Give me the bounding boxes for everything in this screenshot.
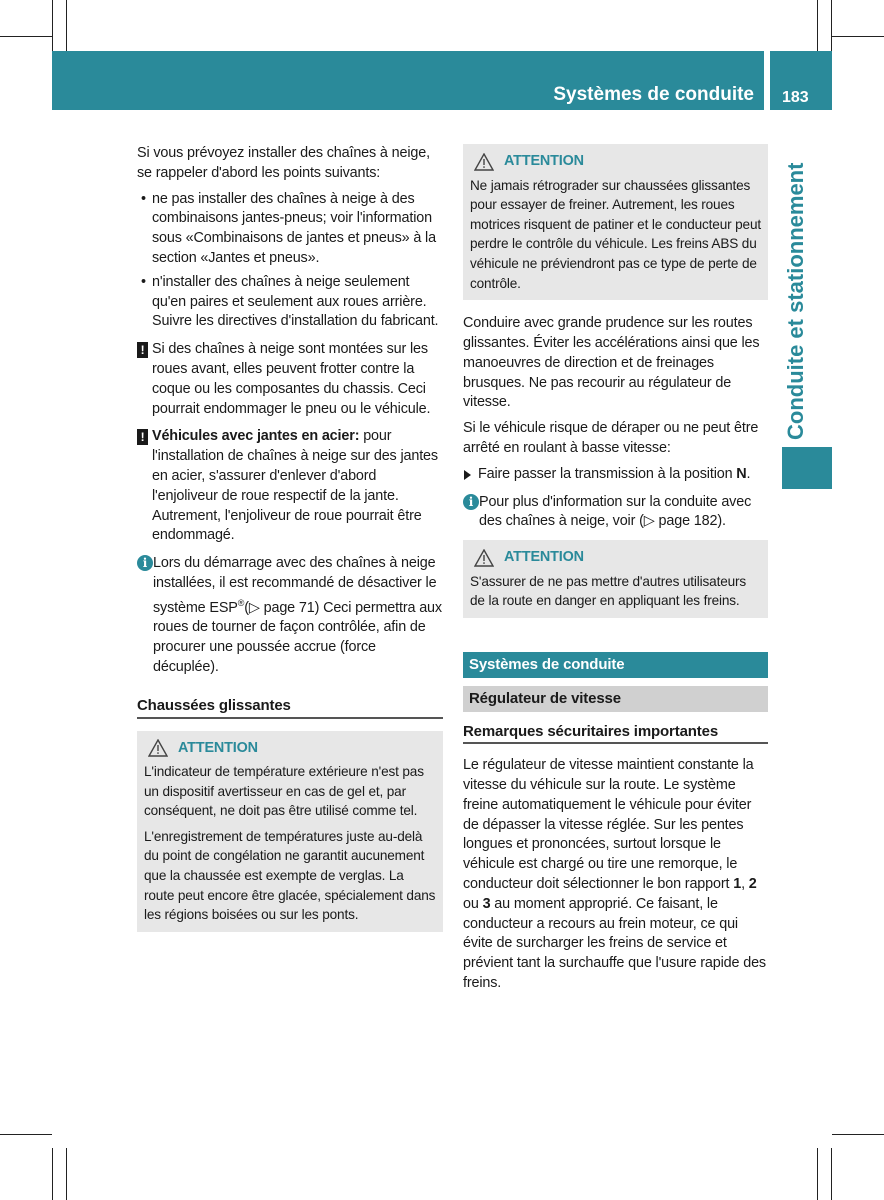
header-bar bbox=[52, 51, 764, 110]
crop-mark bbox=[832, 36, 884, 37]
warning-triangle-icon bbox=[474, 153, 494, 171]
section-heading-slippery-roads: Chaussées glissantes bbox=[137, 696, 443, 719]
crop-mark bbox=[0, 1134, 52, 1135]
exclamation-icon: ! bbox=[137, 342, 148, 358]
page-number-bar bbox=[770, 51, 832, 110]
warning-header bbox=[144, 739, 436, 759]
warning-triangle-icon bbox=[148, 739, 168, 757]
info-note-text-a: Lors du démarrage avec des chaînes à neige installées, il est recommandé de désactiver le système ESP bbox=[153, 555, 437, 616]
crop-mark bbox=[0, 36, 52, 37]
crop-mark bbox=[831, 0, 832, 51]
warning-text: L'indicateur de température extérieure n'est pas un dispositif avertisseur en cas de gel et, par conséquent, ne doit pas être utilisé comme tel. bbox=[144, 764, 424, 819]
crop-mark bbox=[52, 0, 53, 51]
crop-mark bbox=[817, 1148, 818, 1200]
info-note bbox=[137, 554, 443, 678]
page-number: 183 bbox=[782, 89, 809, 106]
body-text: Conduire avec grande prudence sur les routes glissantes. Éviter les accélérations ainsi que les manoeuvres de direction et de freinages brusques. Ne pas recourir au régulateur de vitesse. bbox=[463, 315, 760, 411]
warning-label: ATTENTION bbox=[504, 549, 584, 566]
separator: , bbox=[741, 876, 749, 893]
info-note-text: Pour plus d'information sur la conduite avec des chaînes à neige, voir (▷ page 182). bbox=[479, 493, 752, 530]
separator: ou bbox=[463, 895, 483, 912]
info-note-text-b: (▷ page 71) Ceci permettra aux roues de tourner de façon contrôlée, afin de procurer une poussée accrue (force décuplée). bbox=[153, 599, 442, 675]
crop-mark bbox=[66, 0, 67, 51]
warning-header bbox=[470, 548, 761, 568]
gear-1: 1 bbox=[733, 876, 742, 893]
right-column bbox=[463, 144, 768, 1000]
warning-box bbox=[463, 144, 768, 300]
crop-mark bbox=[66, 1148, 67, 1200]
header-title: Systèmes de conduite bbox=[553, 84, 754, 105]
crop-mark bbox=[817, 0, 818, 51]
action-text: Faire passer la transmission à la position bbox=[478, 465, 737, 482]
body-text-b: au moment approprié. Ce faisant, le conducteur a recours au frein moteur, ce qui évite de surcharger les freins de service et prévient tant la surchauffe que l'usure rapide des freins. bbox=[463, 895, 766, 992]
body-text: Si le véhicule risque de déraper ou ne peut être arrêté en roulant à basse vitesse: bbox=[463, 420, 759, 456]
crop-mark bbox=[831, 1148, 832, 1200]
body-text-a: Le régulateur de vitesse maintient constante la vitesse du véhicule sur la route. Le système freine automatiquement le véhicule pour éviter de dépasser la vitesse réglée. Sur les pentes longues et prononcées, surtout lorsque le véhicule est chargé ou tire une remorque, le conducteur doit sélectionner le bon rapport bbox=[463, 757, 754, 893]
exclamation-icon: ! bbox=[137, 429, 148, 445]
warning-text: S'assurer de ne pas mettre d'autres utilisateurs de la route en danger en appliquant les freins. bbox=[470, 573, 747, 609]
warning-header bbox=[470, 152, 761, 172]
gear-3: 3 bbox=[482, 895, 491, 912]
warning-text: L'enregistrement de températures juste au-delà du point de congélation ne garantit aucunement que la chaussée est exempte de verglas. La route peut encore être glacée, spécialement dans les régions boisées ou sur les ponts. bbox=[144, 828, 436, 923]
warning-box bbox=[137, 731, 443, 932]
warning-box bbox=[463, 540, 768, 618]
warning-label: ATTENTION bbox=[504, 153, 584, 169]
subsection-title-bar: Régulateur de vitesse bbox=[463, 686, 768, 712]
info-icon: i bbox=[463, 494, 479, 510]
damage-note bbox=[137, 340, 443, 419]
damage-note-title: Véhicules avec jantes en acier: bbox=[152, 428, 360, 445]
section-heading-safety: Remarques sécuritaires importantes bbox=[463, 722, 768, 745]
side-tab-label: Conduite et stationnement bbox=[783, 162, 808, 440]
warning-text: Ne jamais rétrograder sur chaussées glissantes pour essayer de freiner. Autrement, les roues motrices risquent de patiner et le conducteur peut perdre le contrôle du véhicule. Les freins ABS du véhicule ne préviendront pas ce type de perte de contrôle. bbox=[470, 177, 761, 291]
registered-mark: ® bbox=[237, 597, 245, 608]
body-text-cruise-control bbox=[463, 756, 768, 994]
crop-mark bbox=[52, 1148, 53, 1200]
action-step bbox=[463, 465, 768, 485]
gear-position: N bbox=[736, 465, 747, 482]
action-end: . bbox=[746, 465, 751, 482]
left-column bbox=[137, 144, 443, 942]
warning-triangle-icon bbox=[474, 549, 494, 567]
gear-2: 2 bbox=[748, 876, 757, 893]
list-item: • n'installer des chaînes à neige seulement qu'en paires et seulement aux roues arrière. Suivre les directives d'installation du fabricant. bbox=[137, 273, 443, 332]
list-item: • ne pas installer des chaînes à neige à des combinaisons jantes-pneus; voir l'information sous «Combinaisons de jantes et pneus» à la section «Jantes et pneus». bbox=[137, 190, 443, 269]
info-note bbox=[463, 493, 768, 533]
section-title-bar: Systèmes de conduite bbox=[463, 652, 768, 678]
damage-note-text: pour l'installation de chaînes à neige sur des jantes en acier, s'assurer d'enlever d'abord l'enjoliveur de roue respectif de la jante. Autrement, l'enjoliveur de roue pourrait être endommagé. bbox=[152, 428, 438, 544]
intro-text: Si vous prévoyez installer des chaînes à neige, se rappeler d'abord les points suivants: bbox=[137, 145, 430, 181]
crop-mark bbox=[832, 1134, 884, 1135]
warning-label: ATTENTION bbox=[178, 739, 258, 756]
info-icon: i bbox=[137, 555, 153, 571]
damage-note-text: Si des chaînes à neige sont montées sur les roues avant, elles peuvent frotter contre la coque ou les composantes du chassis. Ceci pourrait endommager le pneu ou le véhicule. bbox=[152, 341, 431, 417]
side-tab-block bbox=[782, 447, 832, 489]
damage-note-steel-rims bbox=[137, 427, 443, 546]
